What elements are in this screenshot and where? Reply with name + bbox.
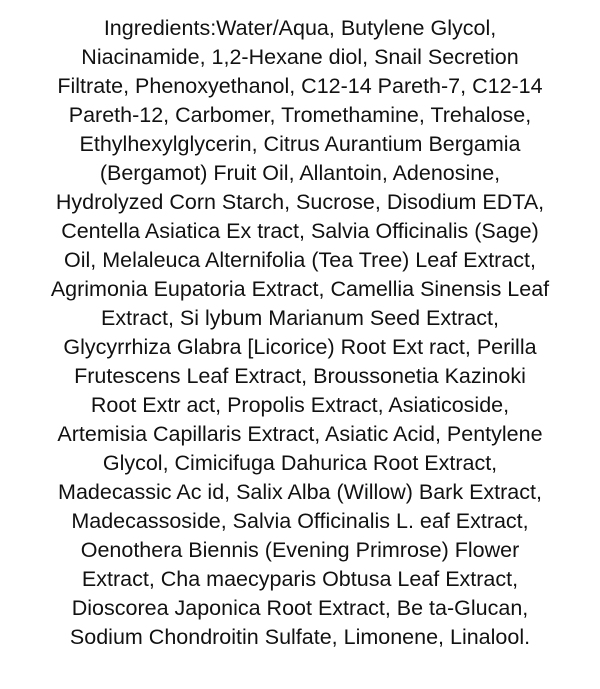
ingredients-list: Ingredients:Water/Aqua, Butylene Glycol, Niacinamide, 1,2-Hexane diol, Snail Secretion Filtrate, Phenoxyethanol, C12-14 Pareth-7, C12-14 Pareth-12, Carbomer, Tromethamine, Trehalose, Ethylhexylglycerin, Citrus Aurantium Bergamia (Bergamot) Fruit Oil, Allantoin, Adenosine, Hydrolyzed Corn Starch, Sucrose, Disodium EDTA, Centella Asiatica Ex tract, Salvia Officinalis (Sage) Oil, Melaleuca Alternifolia (Tea Tree) Leaf Extract, Agrimonia Eupatoria Extract, Camellia Sinensis Leaf Extract, Si lybum Marianum Seed Extract, Glycyrrhiza Glabra [Licorice) Root Ext ract, Perilla Frutescens Leaf Extract, Broussonetia Kazinoki Root Extr act, Propolis Extract, Asiaticoside, Artemisia Capillaris Extract, Asiatic Acid, Pentylene Glycol, Cimicifuga Dahurica Root Extract, Madecassic Ac id, Salix Alba (Willow) Bark Extract, Madecassoside, Salvia Officinalis L. eaf Extract, Oenothera Biennis (Evening Primrose) Flower Extract, Cha maecyparis Obtusa Leaf Extract, Dioscorea Japonica Root Extract, Be ta-Glucan, Sodium Chondroitin Sulfate, Limonene, Linalool. — [50, 16, 550, 649]
